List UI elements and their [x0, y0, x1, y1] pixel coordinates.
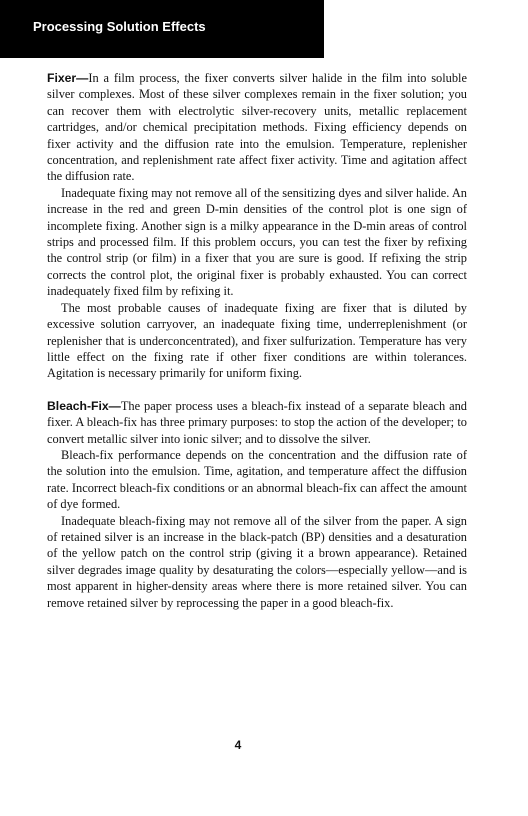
header-bar	[0, 0, 324, 58]
bleach-fix-paragraph-3: Inadequate bleach-fixing may not remove all of the silver from the paper. A sign of retained silver is an increase in the black-patch (BP) densities and a desaturation of the yellow patch on the control strip (giving it a brown appearance). Retained silver degrades image quality by desaturating the colors—especially yellow—and is most apparent in higher-density areas where there is more retained silver. You can remove retained silver by reprocessing the paper in a good bleach-fix.	[47, 513, 467, 610]
body-text	[47, 70, 467, 611]
page-number: 4	[234, 738, 242, 752]
bleach-fix-paragraph-1-text: The paper process uses a bleach-fix instead of a separate bleach and fixer. A bleach-fix has three primary purposes: to stop the action of the developer; to convert metallic silver into ionic silver; and to dissolve the silver.	[47, 398, 467, 446]
fixer-paragraph-2: Inadequate fixing may not remove all of the sensitizing dyes and silver halide. An increase in the red and green D-min densities of the control plot is one sign of incomplete fixing. Another sign is a milky appearance in the D-min areas of control strips and processed film. If this problem occurs, you can test the fixer by refixing the control strip (or film) in a fixer that you are sure is good. If refixing the strip corrects the control plot, the original fixer is probably exhausted. You can correct inadequately fixed film by refixing it.	[47, 185, 467, 299]
bleach-fix-paragraph-2: Bleach-fix performance depends on the concentration and the diffusion rate of the solution into the emulsion. Time, agitation, and temperature affect the diffusion rate. Incorrect bleach-fix conditions or an abnormal bleach-fix can affect the amount of dye formed.	[47, 447, 467, 512]
fixer-paragraph-1-text: In a film process, the fixer converts silver halide in the film into soluble silver complexes. Most of these silver complexes remain in the fixer solution; you can recover them with electrolytic silver-recovery units, metallic replacement cartridges, and/or chemical precipitation methods. Fixing efficiency depends on fixer activity and the diffusion rate into the emulsion. Temperature, replenisher concentration, and replenishment rate affect fixer activity. Time and agitation affect the diffusion rate.	[47, 71, 467, 184]
fixer-heading: Fixer—	[47, 71, 89, 85]
fixer-paragraph-3: The most probable causes of inadequate fixing are fixer that is diluted by excessive solution carryover, an inadequate fixing time, underreplenishment (or replenisher that is underconcentrated), and fixer sulfurization. Temperature has very little effect on the fixing rate if other fixer conditions are within tolerances. Agitation is necessary primarily for uniform fixing.	[47, 300, 467, 381]
fixer-paragraph-1	[47, 70, 467, 185]
page-title: Processing Solution Effects	[33, 19, 206, 34]
bleach-fix-heading: Bleach-Fix—	[47, 398, 121, 413]
bleach-fix-paragraph-1	[47, 398, 467, 447]
